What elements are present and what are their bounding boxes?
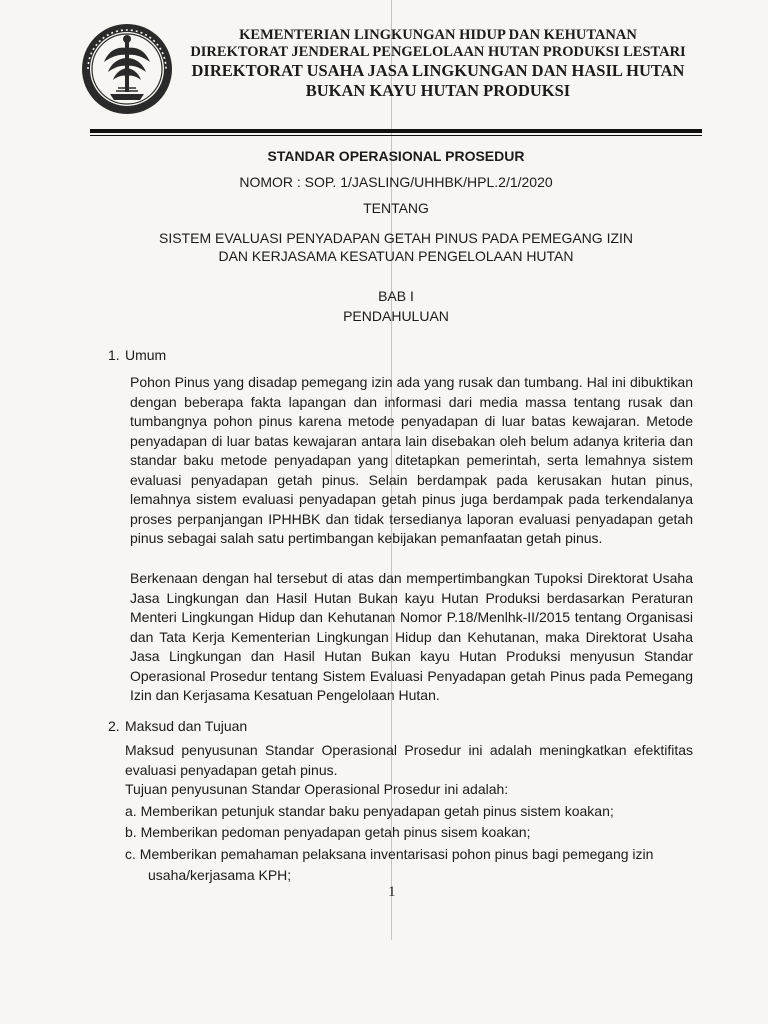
letterhead-ministry: KEMENTERIAN LINGKUNGAN HIDUP DAN KEHUTANAN [239,27,637,43]
document-number: NOMOR : SOP. 1/JASLING/UHHBK/HPL.2/1/2020 [239,174,553,190]
objectives-list [125,779,695,887]
list-item: a. Memberikan petunjuk standar baku penyadapan getah pinus sistem koakan; [125,802,614,819]
section-1-heading: Umum [125,347,167,363]
section-2-paragraph-1: Maksud penyusunan Standar Operasional Prosedur ini adalah meningkatkan efektifitas evaluasi penyadapan getah pinus. [125,742,693,778]
letterhead-directorate-general: DIREKTORAT JENDERAL PENGELOLAAN HUTAN PRODUKSI LESTARI [190,44,686,60]
list-item: c. Memberikan pemahaman pelaksana inventarisasi pohon pinus bagi pemegang izin [125,845,654,862]
letterhead-directorate-cont: BUKAN KAYU HUTAN PRODUKSI [305,81,571,100]
list-item: b. Memberikan pedoman penyadapan getah pinus sisem koakan; [125,824,531,840]
section-2-heading: Maksud dan Tujuan [125,718,248,734]
document-subject-line2: DAN KERJASAMA KESATUAN PENGELOLAAN HUTAN [218,248,574,264]
page-number: 1 [388,884,396,900]
letterhead [178,26,698,101]
ministry-emblem-icon [80,22,174,116]
document-title: STANDAR OPERASIONAL PROSEDUR [267,148,525,164]
section-1-paragraph-2: Berkenaan dengan hal tersebut di atas dan mempertimbangkan Tupoksi Direktorat Usaha Jasa Lingkungan dan Hasil Hutan Bukan kayu Hutan Produksi berdasarkan Peraturan Menteri Lingkungan Hidup dan Kehutanan Nomor P.18/Menlhk-II/2015 tentang Organisasi dan Tata Kerja Kementerian Lingkungan Hidup dan Kehutanan, maka Direktorat Usaha Jasa Lingkungan dan Hasil Hutan Bukan kayu Hutan Produksi menyusun Standar Operasional Prosedur tentang Sistem Evaluasi Penyadapan getah Pinus pada Pemegang Izin dan Kerjasama Kesatuan Pengelolaan Hutan. [130,570,693,703]
document-tentang: TENTANG [363,200,429,216]
objectives-intro: Tujuan penyusunan Standar Operasional Prosedur ini adalah: [125,781,509,797]
chapter-title: PENDAHULUAN [343,308,449,324]
letterhead-thick-rule [90,129,702,133]
section-1-number: 1. [108,347,120,363]
section-2-number: 2. [108,718,120,734]
document-subject-line1: SISTEM EVALUASI PENYADAPAN GETAH PINUS PADA PEMEGANG IZIN [158,230,634,246]
chapter-number: BAB I [378,288,414,304]
list-item-continuation: usaha/kerjasama KPH; [148,867,292,883]
section-1-paragraph-1: Pohon Pinus yang disadap pemegang izin ada yang rusak dan tumbang. Hal ini dibuktikan dengan beberapa fakta lapangan dan informasi dari media massa tentang rusak dan tumbangnya pohon pinus karena metode penyadapan di luar batas kewajaran. Metode penyadapan di luar batas kewajaran antara lain disebakan oleh belum adanya kriteria dan standar baku metode penyadapan yang ditetapkan pemerintah, serta lemahnya sistem evaluasi penyadapan getah pinus. Selain berdampak pada kerusakan hutan pinus, lemahnya sistem evaluasi penyadapan getah pinus juga berdampak pada terkendalanya proses perpanjangan IPHHBK dan tidak tersedianya laporan evaluasi penyadapan getah pinus sebagai salah satu pertimbangan kebijakan pemanfaatan getah pinus. [130,374,693,546]
letterhead-directorate: DIREKTORAT USAHA JASA LINGKUNGAN DAN HASIL HUTAN [191,61,685,80]
letterhead-thin-rule [90,135,702,136]
